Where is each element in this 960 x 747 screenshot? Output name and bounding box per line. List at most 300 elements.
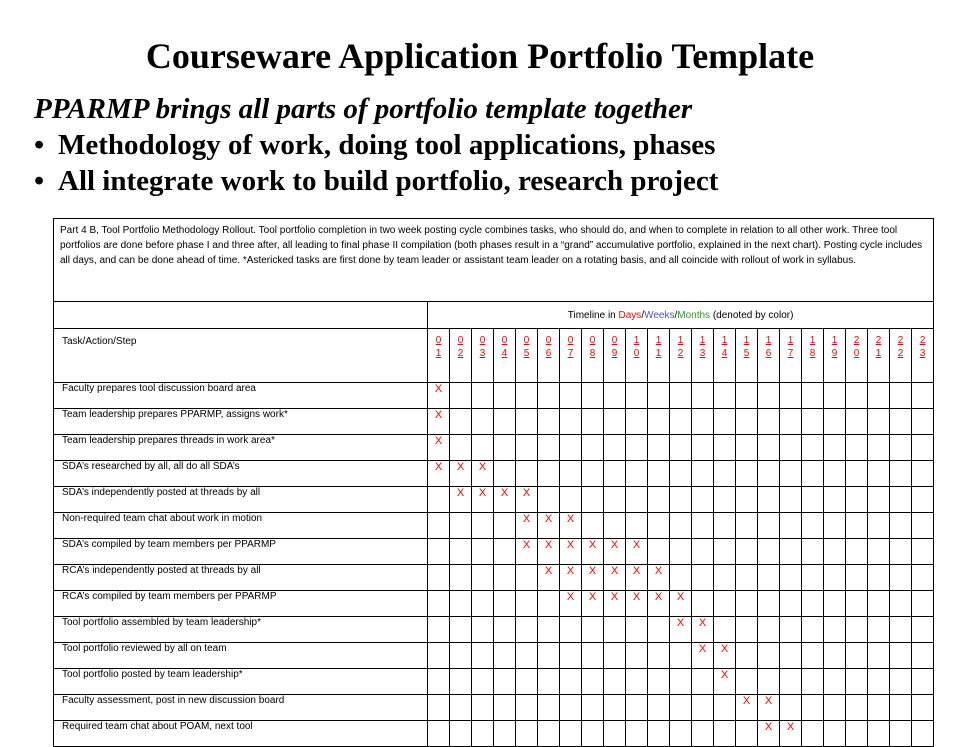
timeline-cell [912,383,934,409]
timeline-cell [450,539,472,565]
timeline-cell [736,721,758,747]
timeline-mark: X [582,539,604,565]
timeline-cell [648,721,670,747]
timeline-cell [890,461,912,487]
timeline-cell [428,487,450,513]
column-number-header [516,329,538,383]
timeline-mark: X [714,669,736,695]
timeline-mark: X [560,565,582,591]
timeline-weeks: Weeks [644,309,675,321]
timeline-cell [670,409,692,435]
timeline-cell [692,383,714,409]
column-number-header [824,329,846,383]
timeline-cell [582,487,604,513]
timeline-cell [626,487,648,513]
timeline-cell [560,617,582,643]
timeline-suffix: (denoted by color) [710,309,794,321]
timeline-cell [714,721,736,747]
timeline-cell [868,721,890,747]
timeline-cell [846,695,868,721]
timeline-cell [450,409,472,435]
timeline-cell [868,591,890,617]
task-label: Team leadership prepares threads in work area* [54,435,428,461]
timeline-cell [648,643,670,669]
timeline-cell [780,539,802,565]
timeline-cell [648,435,670,461]
timeline-cell [604,669,626,695]
timeline-mark: X [648,565,670,591]
timeline-cell [472,409,494,435]
task-header: Task/Action/Step [54,329,428,383]
timeline-cell [560,435,582,461]
timeline-mark: X [560,539,582,565]
timeline-cell [846,513,868,539]
column-number-digit: 1 [655,335,662,346]
timeline-cell [428,539,450,565]
timeline-cell [868,409,890,435]
bullet-text: Methodology of work, doing tool applications, phases [58,129,716,161]
timeline-mark: X [560,513,582,539]
column-number-header [582,329,604,383]
column-number-header [890,329,912,383]
timeline-cell [868,435,890,461]
column-number-digit: 3 [699,348,706,359]
bullet-dot-icon: • [34,129,45,161]
timeline-cell [824,721,846,747]
column-number-header [802,329,824,383]
timeline-mark: X [582,565,604,591]
timeline-cell [846,591,868,617]
column-number-digit: 7 [567,348,574,359]
timeline-cell [736,383,758,409]
timeline-cell [780,383,802,409]
timeline-cell [736,435,758,461]
timeline-cell [472,513,494,539]
column-number-digit: 9 [611,348,618,359]
timeline-cell [758,513,780,539]
timeline-cell [912,539,934,565]
column-number-digit: 0 [589,335,596,346]
timeline-cell [758,617,780,643]
timeline-cell [626,695,648,721]
timeline-cell [824,513,846,539]
timeline-cell [538,435,560,461]
timeline-cell [670,539,692,565]
timeline-cell [714,513,736,539]
timeline-cell [516,721,538,747]
timeline-cell [604,435,626,461]
timeline-cell [494,409,516,435]
timeline-cell [582,617,604,643]
timeline-cell [868,513,890,539]
timeline-cell [428,513,450,539]
task-label: Team leadership prepares PPARMP, assigns work* [54,409,428,435]
timeline-cell [516,669,538,695]
task-label: Tool portfolio reviewed by all on team [54,643,428,669]
timeline-cell [582,513,604,539]
timeline-cell [560,383,582,409]
timeline-cell [626,409,648,435]
timeline-mark: X [538,539,560,565]
column-number-digit: 1 [743,335,750,346]
timeline-cell [890,565,912,591]
column-number-digit: 0 [501,335,508,346]
column-number-header [494,329,516,383]
timeline-cell [912,513,934,539]
timeline-row [54,302,934,329]
timeline-mark: X [626,539,648,565]
timeline-cell [758,383,780,409]
column-number-digit: 2 [897,348,904,359]
column-number-header [868,329,890,383]
task-label: SDA’s independently posted at threads by all [54,487,428,513]
timeline-cell [428,721,450,747]
timeline-cell [648,617,670,643]
timeline-cell [912,643,934,669]
timeline-cell [450,721,472,747]
timeline-cell [472,643,494,669]
column-number-digit: 6 [545,348,552,359]
timeline-cell [494,643,516,669]
timeline-mark: X [538,513,560,539]
column-number-digit: 0 [853,348,860,359]
column-number-digit: 1 [765,335,772,346]
page-title: Courseware Application Portfolio Template [145,36,815,76]
timeline-cell [714,539,736,565]
timeline-cell [626,383,648,409]
timeline-mark: X [604,591,626,617]
timeline-cell [648,383,670,409]
timeline-cell [450,591,472,617]
timeline-cell [604,409,626,435]
timeline-cell [736,565,758,591]
timeline-cell [560,461,582,487]
timeline-cell [472,435,494,461]
table-row [54,721,934,747]
column-number-header [450,329,472,383]
bullet-item [34,128,715,162]
timeline-cell [692,513,714,539]
table-row [54,669,934,695]
timeline-cell [802,669,824,695]
column-number-header [604,329,626,383]
column-number-digit: 1 [721,335,728,346]
timeline-cell [450,617,472,643]
timeline-cell [472,565,494,591]
timeline-cell [538,591,560,617]
timeline-cell [692,435,714,461]
timeline-cell [670,383,692,409]
timeline-mark: X [428,383,450,409]
column-number-digit: 2 [677,348,684,359]
timeline-cell [450,513,472,539]
timeline-cell [604,383,626,409]
timeline-mark: X [626,591,648,617]
column-number-digit: 0 [545,335,552,346]
timeline-cell [802,487,824,513]
timeline-cell [868,539,890,565]
methodology-table [53,218,934,747]
column-number-digit: 1 [809,335,816,346]
timeline-mark: X [626,565,648,591]
column-number-digit: 1 [875,348,882,359]
timeline-cell [670,487,692,513]
timeline-cell [846,461,868,487]
timeline-cell [846,539,868,565]
table-row [54,461,934,487]
timeline-cell [494,565,516,591]
column-number-digit: 0 [479,335,486,346]
timeline-cell [494,539,516,565]
timeline-cell [692,461,714,487]
column-number-digit: 4 [501,348,508,359]
timeline-cell [890,617,912,643]
timeline-cell [516,591,538,617]
timeline-cell [824,409,846,435]
timeline-cell [626,513,648,539]
timeline-cell [582,721,604,747]
timeline-cell [494,721,516,747]
timeline-cell [890,383,912,409]
timeline-cell [824,383,846,409]
timeline-cell [736,539,758,565]
timeline-cell [780,435,802,461]
timeline-cell [516,435,538,461]
timeline-cell [890,643,912,669]
table-row [54,539,934,565]
timeline-mark: X [472,487,494,513]
column-number-header [780,329,802,383]
timeline-cell [538,383,560,409]
timeline-cell [912,461,934,487]
timeline-cell [802,617,824,643]
timeline-cell [582,409,604,435]
timeline-cell [890,513,912,539]
task-label: Tool portfolio assembled by team leadership* [54,617,428,643]
timeline-cell [780,617,802,643]
timeline-cell [824,539,846,565]
column-number-digit: 1 [831,335,838,346]
column-number-digit: 0 [567,335,574,346]
timeline-cell [494,383,516,409]
timeline-cell [802,695,824,721]
timeline-cell [582,669,604,695]
timeline-mark: X [582,591,604,617]
table-row [54,617,934,643]
timeline-cell [516,643,538,669]
timeline-sep: / [674,309,678,321]
timeline-cell [780,695,802,721]
timeline-cell [604,721,626,747]
timeline-cell [538,487,560,513]
timeline-cell [670,565,692,591]
timeline-cell [560,487,582,513]
column-number-header [912,329,934,383]
column-number-digit: 3 [919,348,926,359]
timeline-cell [780,565,802,591]
timeline-cell [648,487,670,513]
column-number-digit: 0 [633,348,640,359]
timeline-cell [604,695,626,721]
timeline-cell [582,695,604,721]
timeline-cell [802,721,824,747]
timeline-cell [890,487,912,513]
timeline-cell [582,383,604,409]
timeline-cell [626,435,648,461]
timeline-cell [516,695,538,721]
timeline-cell [802,565,824,591]
timeline-cell [758,565,780,591]
timeline-mark: X [472,461,494,487]
timeline-cell [604,617,626,643]
table-description: Part 4 B, Tool Portfolio Methodology Rollout. Tool portfolio completion in two week posting cycle combines tasks, who should do, and when to complete in relation to all other work. Three tool portfolios are done before phase I and three after, all leading to final phase II compilation (both phases result in a “grand” accumulative portfolio, explained in the next chart). Posting cycle includes all days, and can be done ahead of time. *Astericked tasks are first done by team leader or assistant team leader on a rotating basis, and all coincide with rollout of work in syllabus. [54,219,934,302]
timeline-cell [868,695,890,721]
timeline-cell [736,591,758,617]
timeline-cell [824,617,846,643]
timeline-mark: X [692,643,714,669]
timeline-cell [582,435,604,461]
column-number-digit: 5 [523,348,530,359]
timeline-cell [714,591,736,617]
timeline-prefix: Timeline in [567,309,619,321]
timeline-cell [516,461,538,487]
column-number-digit: 8 [589,348,596,359]
timeline-cell [692,409,714,435]
column-number-digit: 6 [765,348,772,359]
timeline-cell [626,617,648,643]
timeline-cell [758,643,780,669]
table-row [54,383,934,409]
timeline-cell [758,435,780,461]
timeline-cell [560,721,582,747]
timeline-mark: X [450,461,472,487]
table-row [54,565,934,591]
timeline-cell [670,669,692,695]
column-number-header [538,329,560,383]
timeline-cell [450,565,472,591]
column-number-digit: 7 [787,348,794,359]
timeline-cell [494,669,516,695]
timeline-cell [846,487,868,513]
timeline-cell [428,669,450,695]
timeline-cell [692,695,714,721]
timeline-cell [494,461,516,487]
task-label: Faculty prepares tool discussion board area [54,383,428,409]
column-number-digit: 1 [699,335,706,346]
timeline-cell [890,435,912,461]
timeline-cell [758,461,780,487]
timeline-cell [912,669,934,695]
timeline-cell [670,721,692,747]
column-number-header [670,329,692,383]
timeline-cell [450,695,472,721]
timeline-cell [780,461,802,487]
timeline-cell [758,409,780,435]
timeline-cell [670,461,692,487]
timeline-cell [868,565,890,591]
timeline-cell [868,643,890,669]
task-label: SDA’s researched by all, all do all SDA’s [54,461,428,487]
timeline-cell [736,409,758,435]
timeline-cell [890,591,912,617]
task-label: Required team chat about POAM, next tool [54,721,428,747]
column-number-digit: 1 [655,348,662,359]
timeline-mark: X [714,643,736,669]
timeline-cell [494,617,516,643]
timeline-cell [736,617,758,643]
timeline-cell [538,617,560,643]
column-number-digit: 1 [677,335,684,346]
task-label: RCA’s independently posted at threads by all [54,565,428,591]
timeline-cell [846,409,868,435]
timeline-cell [868,487,890,513]
timeline-cell [516,617,538,643]
timeline-cell [846,383,868,409]
timeline-cell [670,643,692,669]
column-number-digit: 2 [897,335,904,346]
timeline-cell [538,461,560,487]
timeline-cell [648,539,670,565]
timeline-mark: X [494,487,516,513]
timeline-cell [648,513,670,539]
timeline-cell [714,383,736,409]
timeline-cell [428,643,450,669]
timeline-cell [780,591,802,617]
timeline-cell [516,409,538,435]
timeline-cell [890,721,912,747]
timeline-spacer-cell [54,302,428,329]
timeline-cell [560,643,582,669]
timeline-cell [692,565,714,591]
subtitle: PPARMP brings all parts of portfolio template together [34,93,693,125]
column-header-row [54,329,934,383]
timeline-mark: X [670,591,692,617]
timeline-cell [824,643,846,669]
timeline-cell [846,721,868,747]
timeline-cell [802,409,824,435]
timeline-cell [780,487,802,513]
timeline-cell [670,435,692,461]
timeline-cell [824,695,846,721]
timeline-mark: X [428,409,450,435]
timeline-cell [736,669,758,695]
column-number-digit: 1 [435,348,442,359]
timeline-mark: X [780,721,802,747]
column-number-digit: 1 [787,335,794,346]
timeline-cell [758,487,780,513]
column-number-header [560,329,582,383]
column-number-digit: 5 [743,348,750,359]
timeline-cell [428,591,450,617]
column-number-digit: 0 [457,335,464,346]
timeline-legend [428,302,934,329]
timeline-cell [868,669,890,695]
timeline-cell [560,409,582,435]
timeline-mark: X [736,695,758,721]
task-label: Faculty assessment, post in new discussion board [54,695,428,721]
timeline-cell [912,695,934,721]
timeline-cell [692,539,714,565]
timeline-cell [714,435,736,461]
timeline-cell [890,539,912,565]
column-number-digit: 1 [633,335,640,346]
table-row [54,643,934,669]
column-number-digit: 0 [435,335,442,346]
column-number-digit: 0 [523,335,530,346]
table-row [54,591,934,617]
column-number-header [626,329,648,383]
timeline-cell [560,695,582,721]
